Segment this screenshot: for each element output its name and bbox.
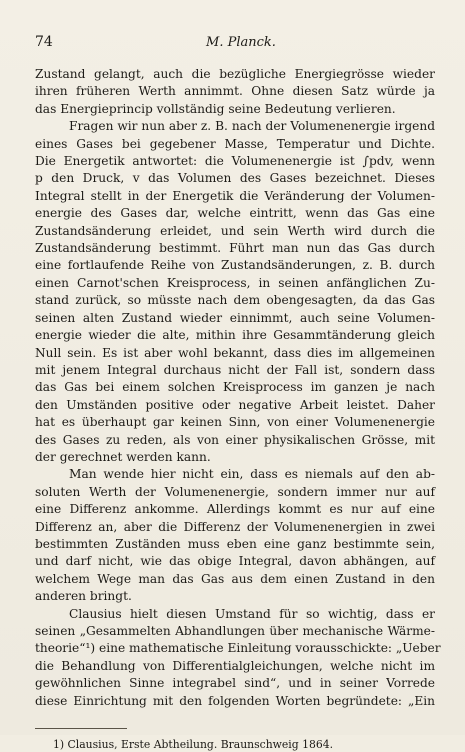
- text-line: den Umständen positive oder negative Arbeit leistet. Daher: [35, 397, 435, 412]
- text-line: Fragen wir nun aber z. B. nach der Volumenenergie irgend: [69, 119, 435, 134]
- text-line: das Energieprincip vollständig seine Bedeutung verlieren.: [35, 101, 396, 116]
- body-text: [35, 66, 441, 710]
- text-line: ihren früheren Werth annimmt. Ohne diesen Satz würde ja: [35, 84, 435, 99]
- text-line: das Gas bei einem solchen Kreisprocess im ganzen je nach: [35, 380, 435, 395]
- text-line: p den Druck, v das Volumen des Gases bezeichnet. Dieses: [35, 171, 435, 186]
- text-line: Die Energetik antwortet: die Volumenenergie ist ∫pdv, wenn: [35, 154, 435, 169]
- text-line: Zustand gelangt, auch die bezügliche Energiegrösse wieder: [35, 67, 435, 81]
- text-line: eine fortlaufende Reihe von Zustandsänderungen, z. B. durch: [35, 258, 435, 273]
- text-line: energie des Gases dar, welche eintritt, wenn das Gas eine: [35, 206, 435, 221]
- text-line: Null sein. Es ist aber wohl bekannt, dass dies im allgemeinen: [35, 345, 435, 360]
- text-line: anderen bringt.: [35, 589, 132, 604]
- text-line: theorie“¹) eine mathematische Einleitung vorausschickte: „Ueber: [35, 641, 441, 656]
- text-line: eines Gases bei gegebener Masse, Temperatur und Dichte.: [35, 136, 435, 151]
- text-line: soluten Werth der Volumenenergie, sondern immer nur auf: [35, 484, 435, 499]
- text-line: Integral stellt in der Energetik die Veränderung der Volumen-: [35, 188, 435, 203]
- text-line: gewöhnlichen Sinne integrabel sind“, und in seiner Vorrede: [35, 676, 435, 691]
- text-line: Clausius hielt diesen Umstand für so wichtig, dass er: [69, 606, 435, 621]
- page-header: [35, 34, 435, 56]
- text-line: der gerechnet werden kann.: [35, 449, 211, 464]
- running-head: M. Planck.: [206, 35, 276, 50]
- text-line: Differenz an, aber die Differenz der Volumenenergien in zwei: [35, 519, 435, 534]
- text-line: bestimmten Zuständen muss eben eine ganz bestimmte sein,: [35, 536, 435, 551]
- text-line: und darf nicht, wie das obige Integral, davon abhängen, auf: [35, 554, 435, 569]
- text-line: die Behandlung von Differentialgleichungen, welche nicht im: [35, 658, 435, 673]
- footnote: 1) Clausius, Erste Abtheilung. Braunschweig 1864.: [53, 738, 334, 752]
- page-number: 74: [35, 34, 53, 50]
- text-line: energie wieder die alte, mithin ihre Gesammtänderung gleich: [35, 328, 435, 343]
- text-line: des Gases zu reden, als von einer physikalischen Grösse, mit: [35, 432, 435, 447]
- footnote-rule: [35, 728, 127, 729]
- text-line: diese Einrichtung mit den folgenden Worten begründete: „Ein: [35, 693, 435, 708]
- text-line: Zustandsänderung bestimmt. Führt man nun das Gas durch: [35, 241, 435, 256]
- text-line: mit jenem Integral durchaus nicht der Fall ist, sondern dass: [35, 362, 435, 377]
- text-line: stand zurück, so müsste nach dem obengesagten, da das Gas: [35, 293, 435, 308]
- text-line: Man wende hier nicht ein, dass es niemals auf den ab-: [69, 467, 435, 482]
- text-line: seinen alten Zustand wieder einnimmt, auch seine Volumen-: [35, 310, 435, 325]
- text-line: eine Differenz ankomme. Allerdings kommt es nur auf eine: [35, 502, 435, 517]
- text-line: hat es überhaupt gar keinen Sinn, von einer Volumenenergie: [35, 415, 435, 430]
- text-line: einen Carnot'schen Kreisprocess, in seinen anfänglichen Zu-: [35, 275, 435, 290]
- text-line: Zustandsänderung erleidet, und sein Werth wird durch die: [35, 223, 435, 238]
- text-line: seinen „Gesammelten Abhandlungen über mechanische Wärme-: [35, 624, 435, 638]
- text-line: welchem Wege man das Gas aus dem einen Zustand in den: [35, 571, 435, 586]
